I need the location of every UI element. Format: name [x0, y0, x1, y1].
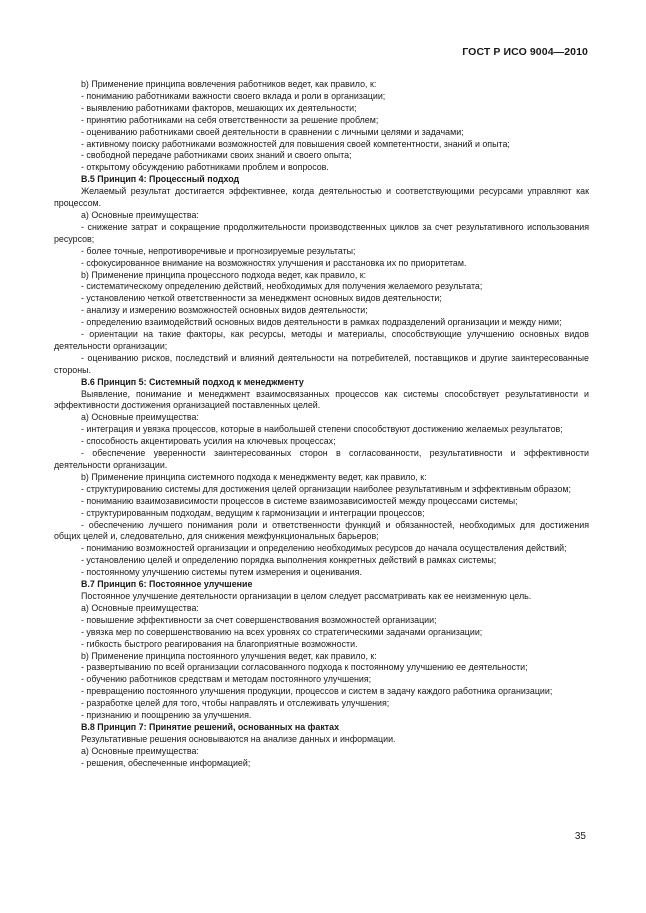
page-number: 35 — [574, 831, 586, 842]
paragraph: - повышение эффективности за счет совершенствования возможностей организации; — [81, 614, 437, 625]
paragraph: - принятию работниками на себя ответственности за решение проблем; — [81, 114, 379, 125]
section-heading: В.8 Принцип 7: Принятие решений, основанных на фактах — [81, 721, 340, 732]
paragraph: - разработке целей для того, чтобы направлять и отслеживать улучшения; — [81, 698, 390, 709]
paragraph: - определению взаимодействий основных видов деятельности в рамках подразделений организации и между ними; — [81, 317, 562, 328]
paragraph: - обеспечение уверенности заинтересованных сторон в согласованности, результативности и эффективности деятельности организации. — [54, 448, 589, 470]
paragraph: - решения, обеспеченные информацией; — [81, 757, 251, 768]
paragraph: - развертыванию по всей организации согласованного подхода к постоянному улучшению ее деятельности; — [81, 662, 528, 673]
paragraph: - увязка мер по совершенствованию на всех уровнях со стратегическими задачами организации; — [81, 626, 483, 637]
paragraph: - ориентации на такие факторы, как ресурсы, методы и материалы, способствующие улучшению основных видов деятельности организации; — [54, 329, 589, 351]
paragraph: - активному поиску работниками возможностей для повышения своей компетентности, знаний и опыта; — [81, 138, 510, 149]
paragraph: - постоянному улучшению системы путем измерения и оценивания. — [81, 567, 362, 578]
paragraph: - пониманию работниками важности своего вклада и роли в организации; — [81, 90, 386, 101]
paragraph: а) Основные преимущества: — [81, 602, 199, 613]
document-body — [54, 79, 589, 770]
paragraph: - способность акцентировать усилия на ключевых процессах; — [81, 436, 336, 447]
paragraph: - структурированным подходам, ведущим к гармонизации и интеграции процессов; — [81, 507, 425, 518]
paragraph: - интеграция и увязка процессов, которые в наибольшей степени способствуют достижению желаемых результатов; — [81, 424, 563, 435]
paragraph: b) Применение принципа процессного подхода ведет, как правило, к: — [81, 269, 367, 280]
paragraph: - выявлению работниками факторов, мешающих их деятельности; — [81, 102, 357, 113]
paragraph: - оцениванию работниками своей деятельности в сравнении с личными целями и задачами; — [81, 126, 464, 137]
paragraph: - снижение затрат и сокращение продолжительности производственных циклов за счет результативного использования ресурсов; — [54, 221, 589, 244]
paragraph: - анализу и измерению возможностей основных видов деятельности; — [81, 305, 368, 316]
paragraph: - более точные, непротиворечивые и прогнозируемые результаты; — [81, 245, 356, 256]
paragraph: - свободной передаче работниками своих знаний и своего опыта; — [81, 150, 352, 161]
section-heading: В.5 Принцип 4: Процессный подход — [81, 174, 240, 185]
document-header: ГОСТ Р ИСО 9004—2010 — [462, 46, 588, 58]
paragraph: Результативные решения основываются на анализе данных и информации. — [81, 733, 396, 744]
paragraph: Постоянное улучшение деятельности организации в целом следует рассматривать как ее неизменную цель. — [81, 590, 532, 601]
paragraph: - установлению четкой ответственности за менеджмент основных видов деятельности; — [81, 293, 442, 304]
section-heading: В.7 Принцип 6: Постоянное улучшение — [81, 579, 253, 590]
paragraph: а) Основные преимущества: — [81, 209, 199, 220]
paragraph: - пониманию взаимозависимости процессов в системе взаимозависимостей между процессами системы; — [81, 495, 518, 506]
paragraph: а) Основные преимущества: — [81, 412, 199, 423]
paragraph: - обучению работников средствам и методам постоянного улучшения; — [81, 674, 372, 685]
paragraph: - обеспечению лучшего понимания роли и ответственности функций и обязанностей, необходимых для достижения общих целей и, следовательно, для снижения межфункциональных барьеров; — [54, 519, 589, 542]
paragraph: - установлению целей и определению порядка выполнения конкретных действий в рамках системы; — [81, 555, 497, 566]
paragraph: - гибкость быстрого реагирования на благоприятные возможности. — [81, 638, 358, 649]
paragraph: - открытому обсуждению работниками проблем и вопросов. — [81, 162, 329, 173]
paragraph: Выявление, понимание и менеджмент взаимосвязанных процессов как системы способствует результативности и эффективности достижения организацией поставленных целей. — [54, 388, 589, 411]
paragraph: - оцениванию рисков, последствий и влияний деятельности на потребителей, поставщиков и другие заинтересованные стороны. — [54, 352, 589, 375]
paragraph: - превращению постоянного улучшения продукции, процессов и систем в задачу каждого работника организации; — [81, 686, 553, 697]
paragraph: b) Применение принципа вовлечения работников ведет, как правило, к: — [81, 79, 377, 89]
paragraph: Желаемый результат достигается эффективнее, когда деятельностью и соответствующими ресурсами управляют как процессом. — [54, 186, 589, 209]
paragraph: - признанию и поощрению за улучшения. — [81, 710, 252, 721]
paragraph: b) Применение принципа системного подхода к менеджменту ведет, как правило, к: — [81, 471, 427, 482]
paragraph: - сфокусированное внимание на возможностях улучшения и расстановка их по приоритетам. — [81, 257, 467, 268]
section-heading: В.6 Принцип 5: Системный подход к менеджменту — [81, 376, 304, 387]
paragraph: b) Применение принципа постоянного улучшения ведет, как правило, к: — [81, 650, 377, 661]
paragraph: а) Основные преимущества: — [81, 745, 199, 756]
paragraph: - структурированию системы для достижения целей организации наиболее результативным и эффективным образом; — [81, 483, 571, 494]
paragraph: - пониманию возможностей организации и определению необходимых ресурсов до начала осуществления действий; — [81, 543, 567, 554]
paragraph: - систематическому определению действий, необходимых для получения желаемого результата; — [81, 281, 483, 292]
